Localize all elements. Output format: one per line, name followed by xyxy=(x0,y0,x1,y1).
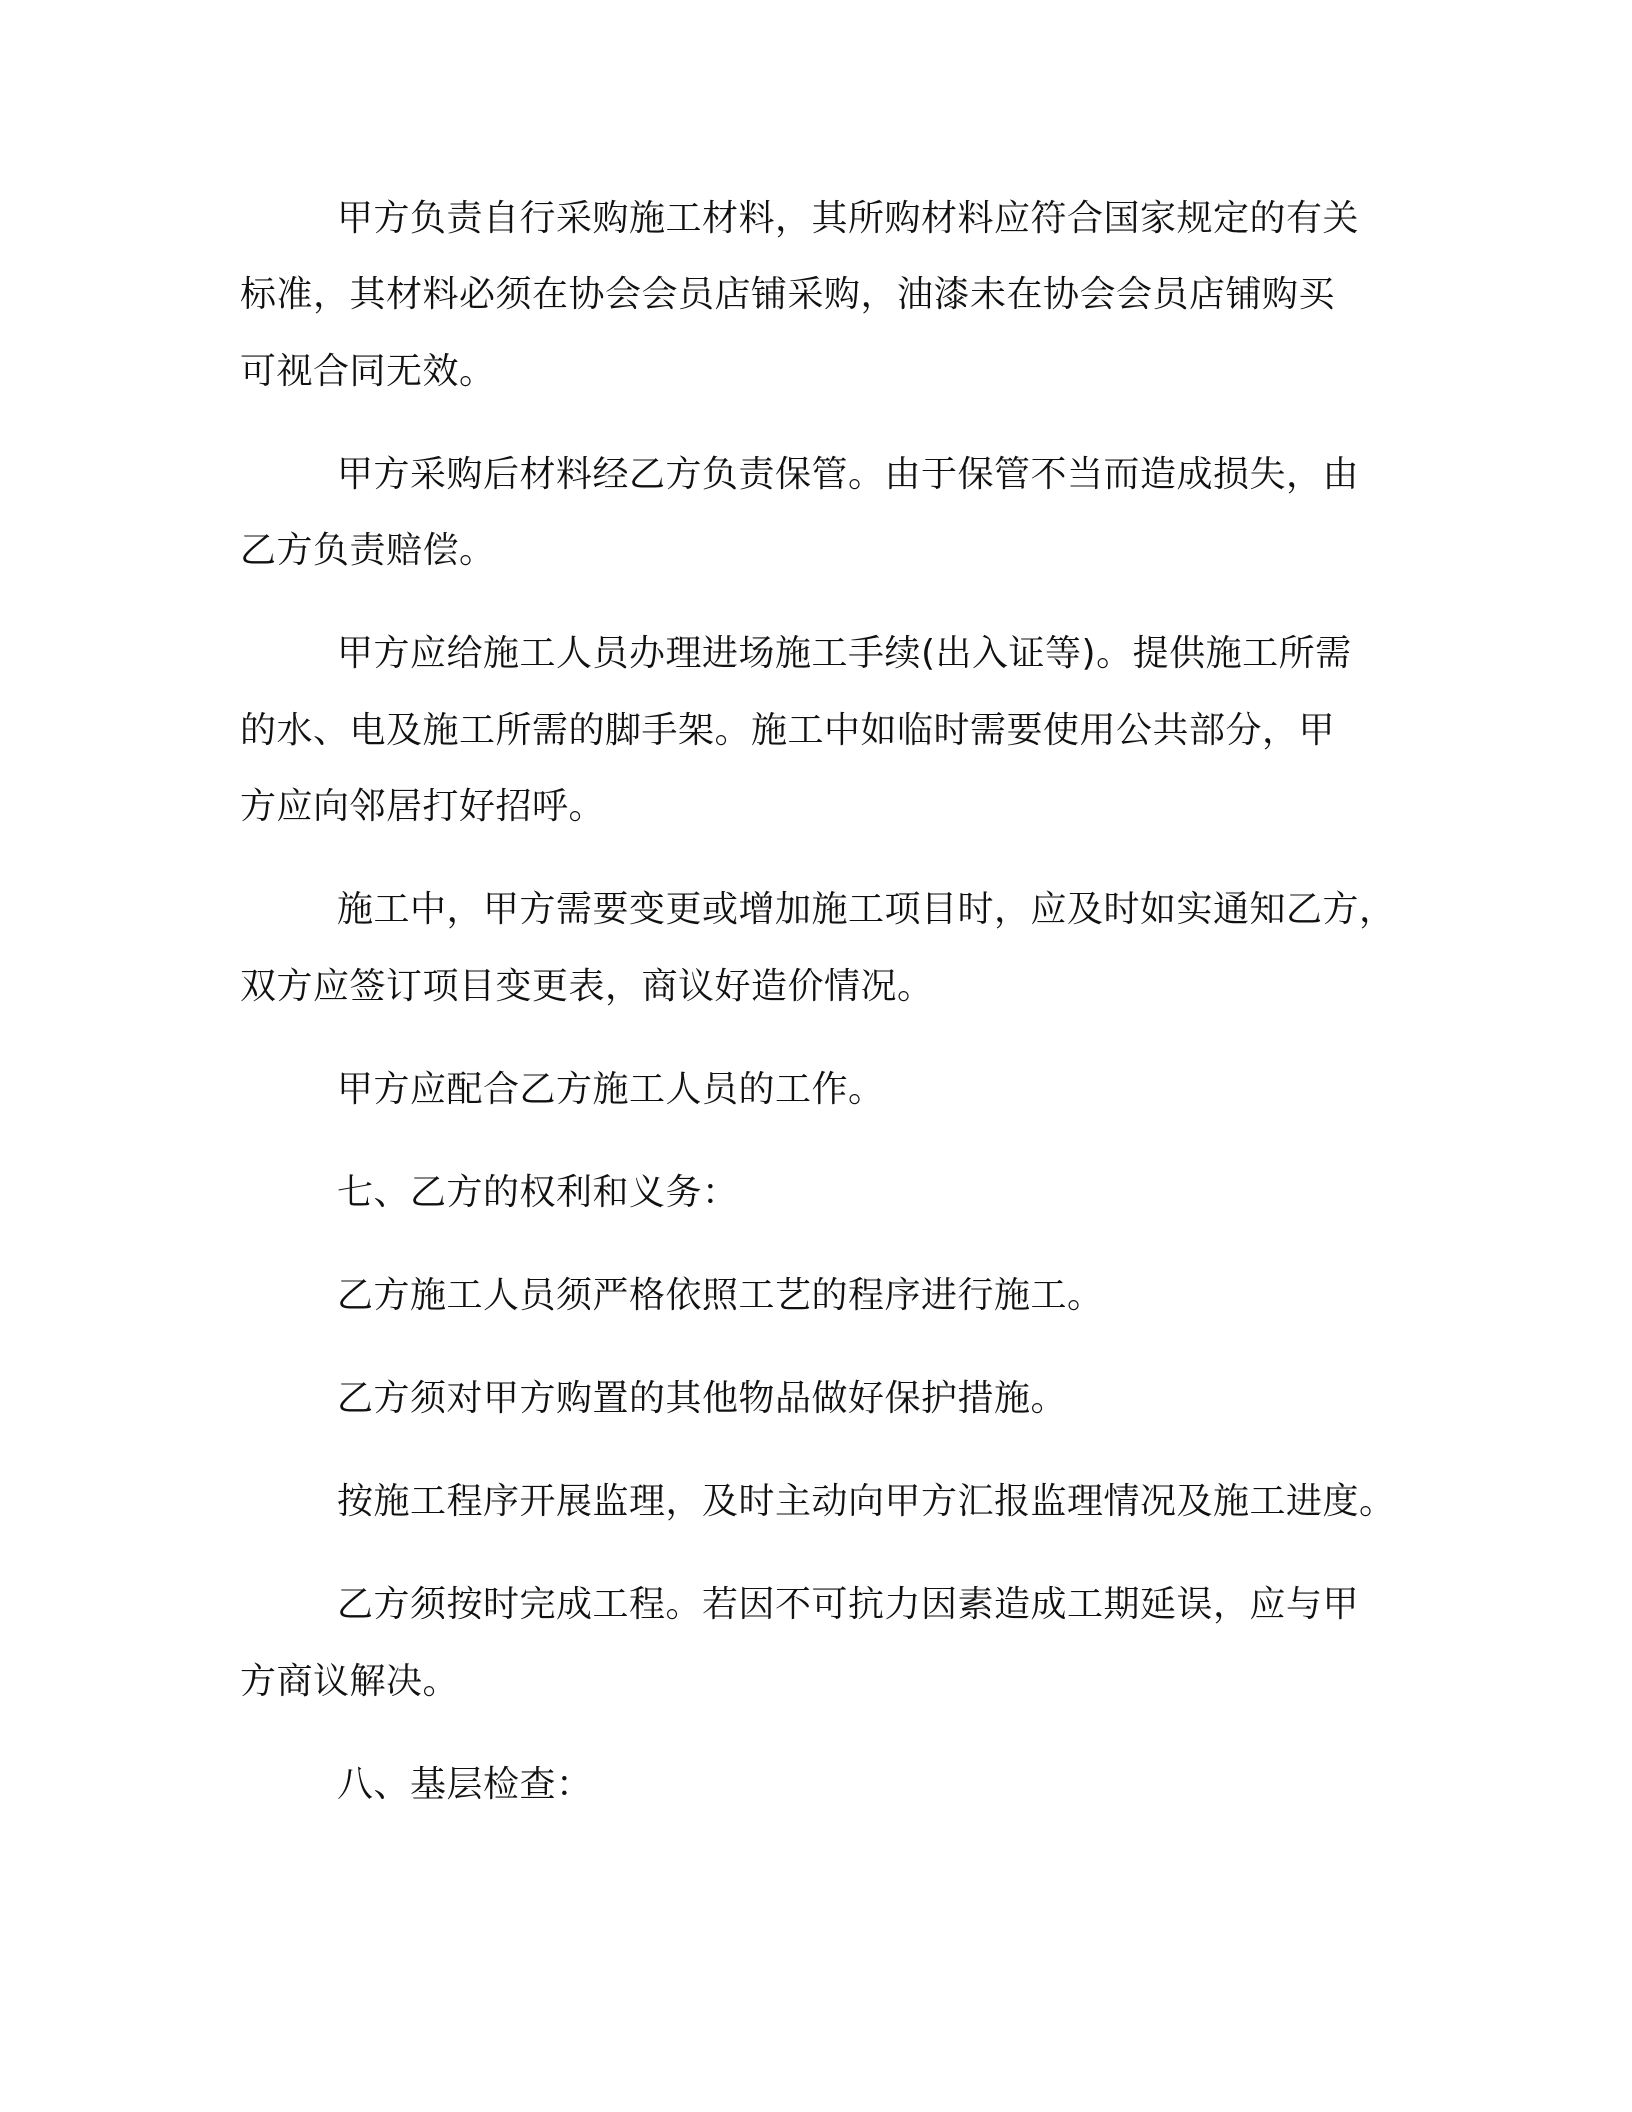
paragraph-line: 方应向邻居打好招呼。 xyxy=(240,786,606,827)
paragraph-line: 按施工程序开展监理，及时主动向甲方汇报监理情况及施工进度。 xyxy=(337,1481,1396,1522)
paragraph-line: 乙方施工人员须严格依照工艺的程序进行施工。 xyxy=(337,1275,1104,1316)
paragraph-line: 可视合同无效。 xyxy=(240,351,496,392)
paragraph-line: 甲方采购后材料经乙方负责保管。由于保管不当而造成损失，由 xyxy=(337,454,1360,495)
paragraph-line: 标准，其材料必须在协会会员店铺采购，油漆未在协会会员店铺购买 xyxy=(240,274,1336,315)
paragraph-line: 方商议解决。 xyxy=(240,1661,460,1702)
paragraph-line: 甲方应配合乙方施工人员的工作。 xyxy=(337,1069,885,1110)
paragraph-line: 甲方负责自行采购施工材料，其所购材料应符合国家规定的有关 xyxy=(337,198,1360,239)
paragraph-line: 施工中，甲方需要变更或增加施工项目时，应及时如实通知乙方， xyxy=(337,889,1396,930)
paragraph-line: 双方应签订项目变更表，商议好造价情况。 xyxy=(240,966,934,1007)
paragraph-line: 乙方须对甲方购置的其他物品做好保护措施。 xyxy=(337,1378,1068,1419)
paragraph-line: 乙方负责赔偿。 xyxy=(240,530,496,571)
section-heading: 七、乙方的权利和义务： xyxy=(337,1172,739,1213)
paragraph-line: 乙方须按时完成工程。若因不可抗力因素造成工期延误，应与甲 xyxy=(337,1584,1360,1625)
paragraph-line: 甲方应给施工人员办理进场施工手续(出入证等)。提供施工所需 xyxy=(337,633,1352,674)
section-heading: 八、基层检查： xyxy=(337,1764,593,1805)
paragraph-line: 的水、电及施工所需的脚手架。施工中如临时需要使用公共部分，甲 xyxy=(240,710,1336,751)
